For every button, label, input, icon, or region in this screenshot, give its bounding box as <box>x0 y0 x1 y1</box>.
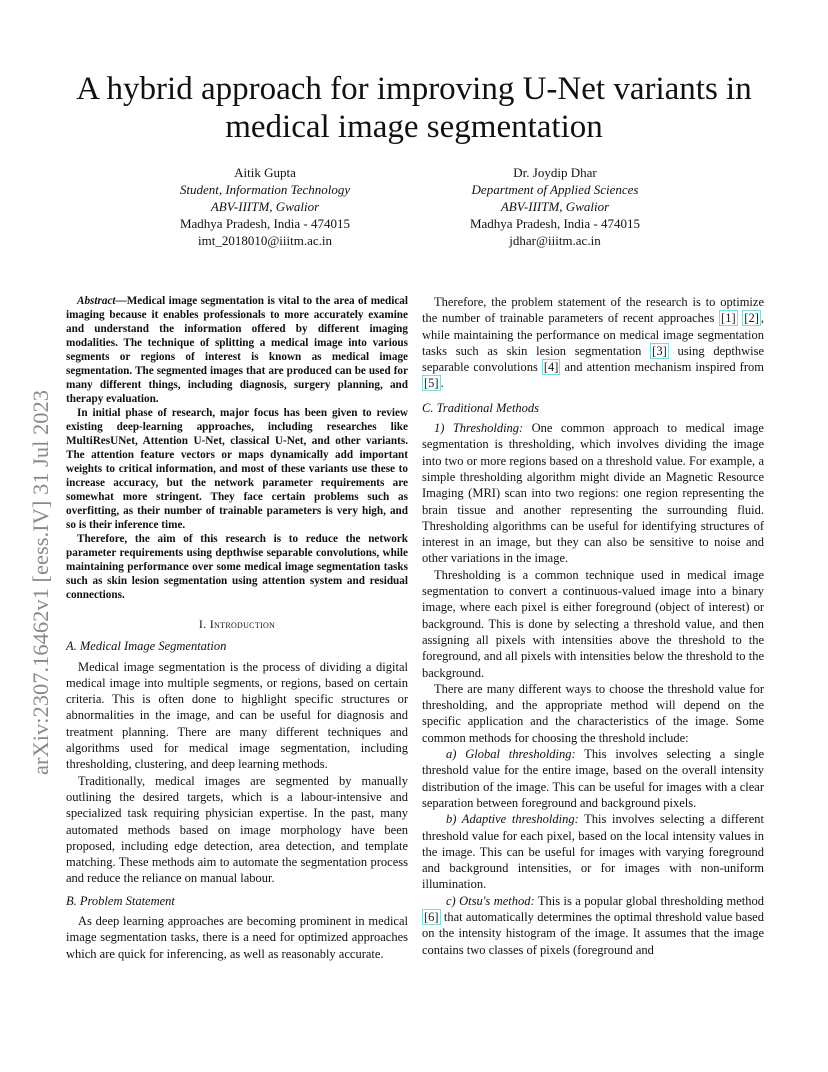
text-run: . <box>440 376 444 391</box>
arxiv-id[interactable]: arXiv:2307.16462v1 [eess.IV] 31 Jul 2023 <box>28 390 53 775</box>
text-run: One common approach to medical image segmentation is thresholding, which involves dividing the image into two or more regions based on a threshold value. For example, a simple thresholding algorithm might divide an Magnetic Resource Imaging (MRI) scan into two regions: one region representing the brain tissue and another representing the surrounding fluid. Thresholding algorithms can be useful for identifying structures of interest in an image, but they can also be sensitive to noise and other variations in the image. <box>422 421 764 566</box>
section-heading-introduction: I. Introduction <box>198 617 276 631</box>
paragraph: Thresholding is a common technique used in medical image segmentation to convert a continuous-valued image into a binary image, where each pixel is either foreground (object of interest) or background. This is done by selecting a threshold value, and then assigning all pixels with intensities above the threshold to the foreground, and all pixels with intensities below the threshold to the background. <box>422 567 764 680</box>
paragraph <box>422 420 764 567</box>
paragraph-heading: a) Global thresholding: <box>446 747 576 762</box>
text-run: , while maintaining the performance on medical image segmentation tasks such as skin lesion segmentation <box>422 311 764 358</box>
author-location: Madhya Pradesh, India - 474015 <box>469 216 641 231</box>
citation-link[interactable]: [3] <box>652 343 667 358</box>
left-column <box>66 294 408 962</box>
text-run: This is a popular global thresholding method <box>534 893 764 908</box>
text-run: using depthwise separable convolutions <box>422 343 764 375</box>
paper-title: A hybrid approach for improving U-Net variants in medical image segmentation <box>76 71 752 145</box>
citation-link[interactable]: [4] <box>543 360 559 375</box>
paragraph: Traditionally, medical images are segmented by manually outlining the desired targets, which is a labour-intensive and specialized task requiring physician expertise. In the past, many automated methods based on image morphology have been proposed, including edge detection, area detection, and template matching. These methods aim to automate the segmentation process and reduce the reliance on manual labour. <box>66 773 408 886</box>
right-column <box>422 294 764 958</box>
paragraph <box>422 294 764 392</box>
author-email[interactable]: jdhar@iiitm.ac.in <box>509 233 601 248</box>
citation-link[interactable]: [1] <box>721 311 736 326</box>
abstract: Abstract—Medical image segmentation is vital to the area of medical imaging because it enables professionals to more accurately examine and understand the information offered by different imaging modalities. The technique of splitting a medical image into various segments or regions of interest is known as medical image segmentation. The segmented images that are produced can be used for many different things, including diagnosis, surgery planning, and therapy evaluation. In initial phase of research, major focus has been given to review existing deep-learning approaches, including researches like MultiResUNet, Attention U-Net, classical U-Net, and other variants. The attention feature vectors or maps dynamically add important weights to critical information, and most of these variants use these to increase accuracy, but the network parameter requirements are somewhat more stringent. They face certain problems such as overfitting, as their number of trainable parameters is very high, and so is their inference time. Therefore, the aim of this research is to reduce the network parameter requirements using depthwise separable convolutions, while maintaining performance over some medical image segmentation tasks such as skin lesion segmentation using attention system and residual connections. <box>66 295 408 601</box>
paragraph: There are many different ways to choose the threshold value for thresholding, and the appropriate method will depend on the specific application and the characteristics of the image. Some common methods for choosing the threshold include: <box>422 681 764 745</box>
author-org: ABV-IIITM, Gwalior <box>500 199 610 214</box>
author-block-2 <box>405 164 705 249</box>
citation-link[interactable]: [5] <box>424 376 439 391</box>
subsection-heading-c: C. Traditional Methods <box>422 400 540 415</box>
author-role: Department of Applied Sciences <box>471 182 639 197</box>
text-run: This involves selecting a different threshold value for each pixel, based on the local intensity values in the image. This can be useful for images with varying foreground and background intensities, or for images with non-uniform illumination. <box>422 812 764 892</box>
subsection-heading-a: A. Medical Image Segmentation <box>66 639 227 654</box>
text-run: and attention mechanism inspired from <box>560 360 764 375</box>
paragraph-heading: b) Adaptive thresholding: <box>446 812 579 827</box>
paragraph <box>422 746 764 811</box>
author-block-1 <box>115 164 415 249</box>
paragraph-heading: 1) Thresholding: <box>434 421 524 436</box>
paragraph: As deep learning approaches are becoming prominent in medical image segmentation tasks, there is a need for optimized approaches which are quick for inferencing, as well as reasonably accurate. <box>66 914 408 961</box>
author-name: Dr. Joydip Dhar <box>513 165 597 180</box>
paragraph <box>422 893 764 958</box>
author-email[interactable]: imt_2018010@iiitm.ac.in <box>197 233 333 248</box>
paragraph <box>422 811 764 892</box>
abstract-label: Abstract <box>77 295 116 307</box>
paragraph-heading: c) Otsu's method: <box>446 893 535 908</box>
citation-link[interactable]: [6] <box>424 909 439 924</box>
abstract-paragraph-3: Therefore, the aim of this research is to reduce the network parameter requirements using depthwise separable convolutions, while maintaining performance over some medical image segmentation tasks such as skin lesion segmentation using attention system and residual connections. <box>66 533 408 601</box>
text-run: Therefore, the problem statement of the research is to optimize the number of trainable parameters of recent approaches <box>422 295 764 326</box>
arxiv-stamp <box>18 290 58 780</box>
author-org: ABV-IIITM, Gwalior <box>210 199 320 214</box>
author-role: Student, Information Technology <box>179 182 351 197</box>
paragraph: Medical image segmentation is the process of dividing a digital medical image into multiple segments, or regions, based on certain criteria. This is often done to highlight specific structures or abnormalities in the image, and can be useful for diagnosis and treatment planning. There are many different techniques and algorithms used for medical image segmentation, including thresholding, clustering, and deep learning methods. <box>66 659 408 772</box>
author-location: Madhya Pradesh, India - 474015 <box>179 216 351 231</box>
abstract-paragraph-2: In initial phase of research, major focus has been given to review existing deep-learning approaches, including researches like MultiResUNet, Attention U-Net, classical U-Net, and other variants. The attention feature vectors or maps dynamically add important weights to critical information, and most of these variants use these to increase accuracy, but the network parameter requirements are somewhat more stringent. They face certain problems such as overfitting, as their number of trainable parameters is very high, and so is their inference time. <box>66 407 408 531</box>
subsection-heading-b: B. Problem Statement <box>66 893 175 908</box>
author-name: Aitik Gupta <box>234 165 296 180</box>
text-run: This involves selecting a single threshold value for the entire image, based on the overall intensity distribution of the image. This can be useful for images with a clear separation between foreground and background pixels. <box>422 747 764 810</box>
abstract-paragraph-1: Medical image segmentation is vital to the area of medical imaging because it enables professionals to more accurately examine and understand the information offered by different imaging modalities. The technique of splitting a medical image into various segments or regions of interest is known as medical image segmentation. The segmented images that are produced can be used for many different things, including diagnosis, surgery planning, and therapy evaluation. <box>66 295 408 405</box>
text-run: that automatically determines the optimal threshold value based on the intensity histogram of the image. It assumes that the image contains two classes of pixels (foreground and <box>422 909 764 957</box>
citation-link[interactable]: [2] <box>744 311 759 326</box>
